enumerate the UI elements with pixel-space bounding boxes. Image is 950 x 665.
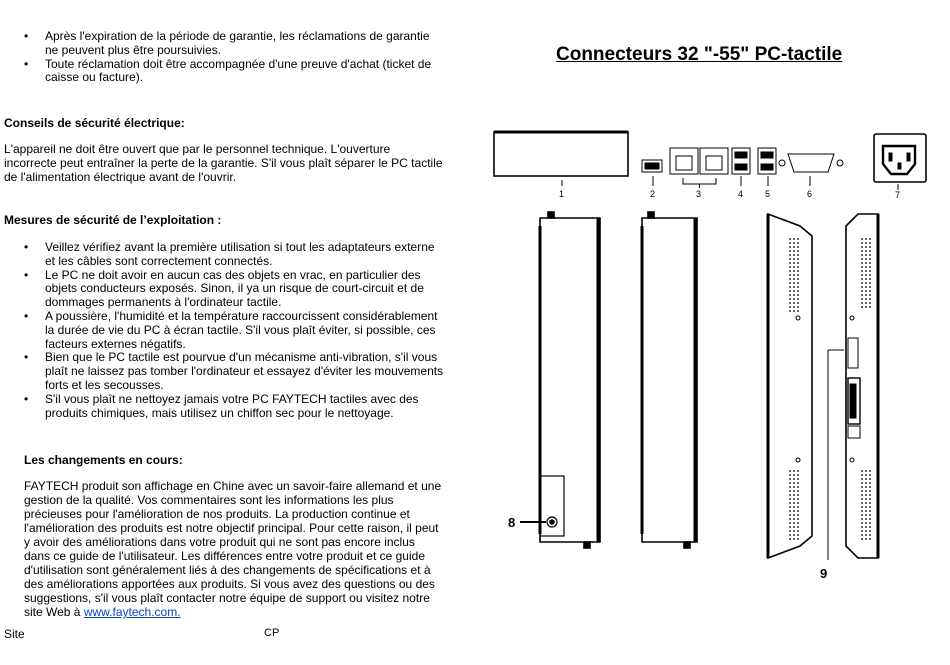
faytech-website-link[interactable]: www.faytech.com.: [83, 605, 181, 619]
label-2: 2: [650, 189, 656, 199]
footer-site: Site: [4, 627, 25, 641]
profile-view-middle: [642, 212, 697, 548]
list-item-text: Après l'expiration de la période de garantie, les réclamations de garantie ne peuvent plus être poursuivies.: [45, 29, 430, 57]
side-view-io: [828, 214, 878, 560]
list-item-text: Toute réclamation doit être accompagnée d'une preuve d'achat (ticket de caisse ou facture).: [45, 56, 432, 85]
label-6: 6: [807, 189, 813, 199]
label-8: 8: [508, 515, 516, 530]
label-9: 9: [820, 566, 828, 581]
list-item: [24, 351, 444, 392]
list-item: [24, 241, 444, 269]
vent-slots-d: [862, 238, 870, 540]
list-item-text: Bien que le PC tactile est pourvue d'un mécanisme anti-vibration, s'il vous plaît ne laissez pas tomber l'ordinateur et essayez d'éviter les mouvements forts et les secousses.: [45, 350, 444, 392]
list-item: [24, 310, 444, 351]
power-socket: [874, 134, 926, 182]
changes-paragraph: FAYTECH produit son affichage en Chine avec un savoir-faire allemand et une gestion de la qualité. Vos commentaires sont les informations les plus précieuses pour l'amélioration de nos produits. La production continue et l'amélioration des produits est notre objectif principal. Pour cette raison, il peut y avoir des améliorations dans votre produit qui ne sont pas encore inclus dans ce guide de l'utilisateur. Les différences entre votre produit et ce guide d'utilisation sont généralement liés à des changements de spécifications et à des améliorations apportées aux produits. Si vous avez des questions ou des suggestions, s'il vous plaît contacter notre équipe de support ou visitez notre site Web à: [24, 479, 442, 619]
electrical-text: L'appareil ne doit être ouvert que par le personnel technique. L'ouverture incorrecte peut entraîner la perte de la garantie. S'il vous plaît séparer le PC tactile de l'alimentation électrique avant de l'ouvrir.: [4, 142, 443, 184]
vent-slots-c: [790, 238, 798, 540]
footer-cp: CP: [264, 627, 280, 639]
list-item-text: Le PC ne doit avoir en aucun cas des objets en vrac, en particulier des objets conducteurs exposés. Sinon, il ya un risque de court-circuit et de dommages permanents à l'ordinateur tactile.: [45, 267, 424, 310]
list-item-text: Veillez vérifiez avant la première utilisation si tout les adaptateurs externe et les câbles sont correctement connectés.: [45, 240, 435, 268]
operation-heading: Mesures de sécurité de l’exploitation :: [4, 213, 222, 227]
list-item: [24, 58, 436, 86]
list-item: [24, 393, 444, 421]
usb-ports: [732, 148, 776, 174]
list-item-text: A poussière, l'humidité et la température raccourcissent considérablement la durée de vie du PC à écran tactile. S'il vous plaît éviter, si possible, ces facteurs externes négatifs.: [45, 308, 438, 351]
label-3: 3: [696, 189, 702, 199]
connector-diagram: [490, 120, 940, 590]
page-title: Connecteurs 32 "-55" PC-tactile: [556, 44, 843, 65]
label-5: 5: [765, 189, 771, 199]
changes-text: [24, 479, 444, 619]
operation-list: [24, 241, 444, 420]
lan-ports: [670, 148, 728, 188]
label-4: 4: [738, 189, 744, 199]
warranty-list: [24, 30, 436, 85]
list-item: [24, 269, 444, 310]
hdmi-port: [642, 160, 662, 172]
list-item: [24, 30, 436, 58]
label-1: 1: [559, 189, 565, 199]
list-item-text: S'il vous plaît ne nettoyez jamais votre PC FAYTECH tactiles avec des produits chimiques, mais utilisez un chiffon sec pour le nettoyage.: [45, 391, 419, 420]
serial-port: [779, 154, 843, 172]
enclosure-side-view: [494, 132, 628, 176]
changes-heading: Les changements en cours:: [24, 453, 183, 467]
label-7: 7: [895, 190, 901, 200]
profile-view-left: [520, 212, 600, 548]
electrical-heading: Conseils de sécurité électrique:: [4, 116, 185, 130]
